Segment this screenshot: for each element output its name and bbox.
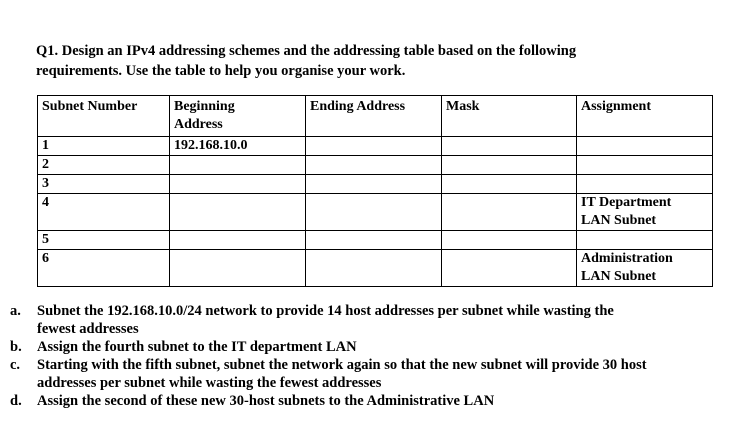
task-line-2: fewest addresses bbox=[37, 321, 139, 337]
task-list bbox=[10, 302, 730, 410]
header-beginning-address bbox=[170, 96, 306, 137]
task-marker: b. bbox=[10, 339, 22, 355]
cell-beginning bbox=[170, 156, 306, 175]
cell-mask bbox=[442, 250, 577, 287]
cell-ending bbox=[306, 231, 442, 250]
task-line-1: Starting with the fifth subnet, subnet the network again so that the new subnet will provide 30 host bbox=[37, 357, 647, 373]
table-row bbox=[38, 231, 713, 250]
cell-ending bbox=[306, 137, 442, 156]
header-subnet-number: Subnet Number bbox=[38, 96, 170, 137]
list-item bbox=[10, 302, 730, 338]
task-line-1: Assign the fourth subnet to the IT department LAN bbox=[37, 339, 357, 355]
cell-ending bbox=[306, 175, 442, 194]
cell-assignment bbox=[577, 231, 713, 250]
cell-assignment bbox=[577, 250, 713, 287]
table-header-row bbox=[38, 96, 713, 137]
cell-subnet: 4 bbox=[38, 194, 170, 231]
assignment-line-1: IT Department bbox=[581, 195, 672, 210]
cell-mask bbox=[442, 156, 577, 175]
table-row bbox=[38, 137, 713, 156]
header-beginning-line-1: Beginning bbox=[174, 99, 235, 114]
cell-beginning bbox=[170, 175, 306, 194]
cell-assignment bbox=[577, 156, 713, 175]
cell-beginning bbox=[170, 250, 306, 287]
table-row bbox=[38, 250, 713, 287]
task-line-1: Subnet the 192.168.10.0/24 network to provide 14 host addresses per subnet while wasting the bbox=[37, 303, 614, 319]
cell-ending bbox=[306, 250, 442, 287]
cell-beginning: 192.168.10.0 bbox=[170, 137, 306, 156]
cell-assignment bbox=[577, 175, 713, 194]
cell-assignment bbox=[577, 194, 713, 231]
task-marker: d. bbox=[10, 393, 22, 409]
table-row bbox=[38, 194, 713, 231]
cell-subnet: 1 bbox=[38, 137, 170, 156]
assignment-line-2: LAN Subnet bbox=[581, 213, 657, 228]
table-row bbox=[38, 175, 713, 194]
cell-beginning bbox=[170, 194, 306, 231]
task-marker: c. bbox=[10, 357, 21, 373]
cell-mask bbox=[442, 175, 577, 194]
question-line-1: Q1. Design an IPv4 addressing schemes and the addressing table based on the following bbox=[36, 43, 577, 59]
header-assignment: Assignment bbox=[577, 96, 713, 137]
cell-ending bbox=[306, 156, 442, 175]
question-heading bbox=[36, 41, 716, 81]
cell-mask bbox=[442, 194, 577, 231]
list-item bbox=[10, 338, 730, 356]
task-line-2: addresses per subnet while wasting the fewest addresses bbox=[37, 375, 382, 391]
list-item bbox=[10, 392, 730, 410]
question-line-2: requirements. Use the table to help you organise your work. bbox=[36, 63, 406, 79]
cell-subnet: 5 bbox=[38, 231, 170, 250]
header-mask: Mask bbox=[442, 96, 577, 137]
task-line-1: Assign the second of these new 30-host subnets to the Administrative LAN bbox=[37, 393, 495, 409]
header-beginning-line-2: Address bbox=[174, 117, 223, 132]
assignment-line-2: LAN Subnet bbox=[581, 269, 657, 284]
cell-ending bbox=[306, 194, 442, 231]
header-ending-address: Ending Address bbox=[306, 96, 442, 137]
cell-assignment bbox=[577, 137, 713, 156]
list-item bbox=[10, 356, 730, 392]
cell-subnet: 2 bbox=[38, 156, 170, 175]
cell-mask bbox=[442, 137, 577, 156]
addressing-table bbox=[37, 95, 713, 287]
table-row bbox=[38, 156, 713, 175]
task-marker: a. bbox=[10, 303, 21, 319]
cell-subnet: 6 bbox=[38, 250, 170, 287]
cell-mask bbox=[442, 231, 577, 250]
cell-beginning bbox=[170, 231, 306, 250]
assignment-line-1: Administration bbox=[581, 251, 673, 266]
cell-subnet: 3 bbox=[38, 175, 170, 194]
